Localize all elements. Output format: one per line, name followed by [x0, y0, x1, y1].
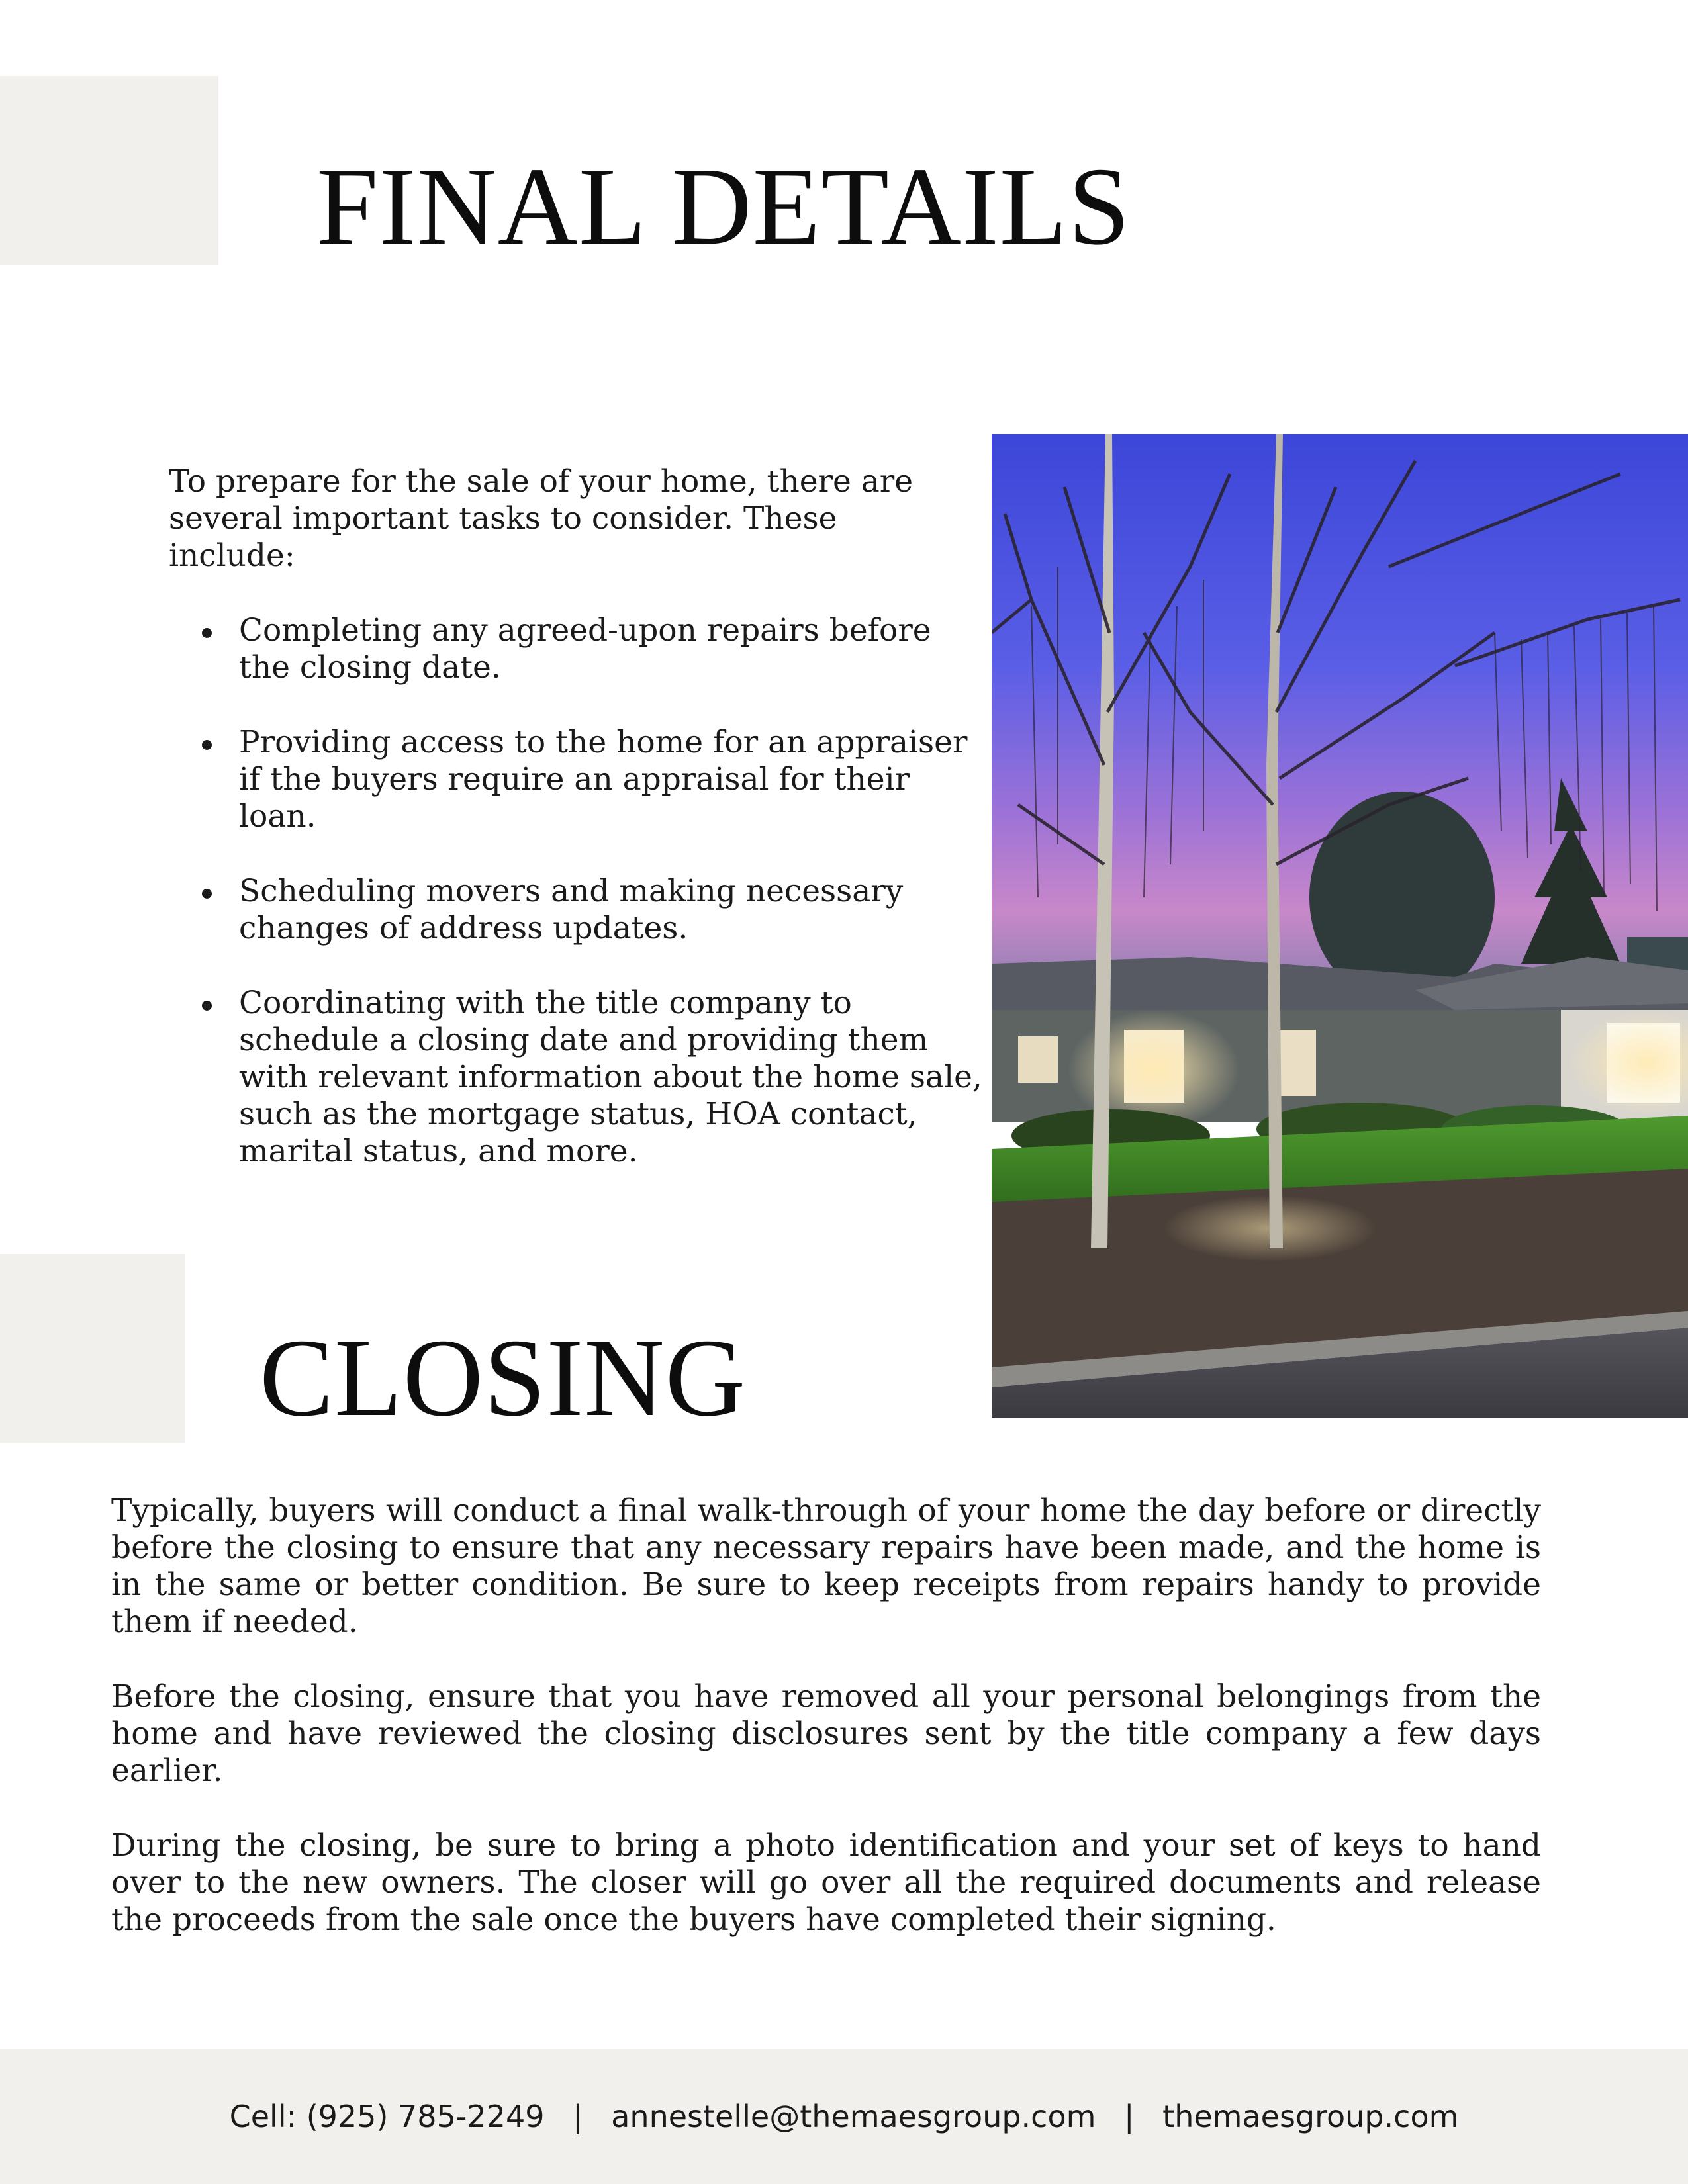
decorative-block-middle — [0, 1254, 185, 1443]
task-text: Providing access to the home for an appraiser if the buyers require an appraisal for their loan. — [239, 724, 968, 835]
task-text: Coordinating with the title company to schedule a closing date and providing them with relevant information about the home sale, such as the mortgage status, HOA contact, marital status, and more. — [239, 985, 982, 1169]
website-address: themaesgroup.com — [1162, 2099, 1459, 2134]
decorative-block-top — [0, 76, 218, 265]
list-item — [169, 724, 990, 835]
closing-heading: CLOSING — [259, 1316, 747, 1439]
bullet-icon — [202, 1001, 212, 1011]
footer-bar — [0, 2049, 1688, 2184]
task-text: Scheduling movers and making necessary changes of address updates. — [239, 873, 904, 946]
phone-number: Cell: (925) 785-2249 — [229, 2099, 545, 2134]
contact-line — [0, 2099, 1688, 2134]
closing-section — [111, 1492, 1541, 1976]
intro-paragraph: To prepare for the sale of your home, there are several important tasks to consider. These include: — [169, 463, 914, 574]
closing-paragraph: Typically, buyers will conduct a final walk-through of your home the day before or directly before the closing to ensure that any necessary repairs have been made, and the home is in the same or better condition. Be sure to keep receipts from repairs handy to provide them if needed. — [111, 1492, 1541, 1640]
separator: | — [573, 2099, 583, 2134]
house-photo — [992, 434, 1688, 1418]
separator: | — [1124, 2099, 1135, 2134]
list-item — [169, 873, 990, 947]
list-item — [169, 985, 990, 1170]
bullet-icon — [202, 628, 212, 638]
page-title: FINAL DETAILS — [316, 145, 1131, 268]
bullet-icon — [202, 740, 212, 750]
closing-paragraph: Before the closing, ensure that you have removed all your personal belongings from the home and have reviewed the closing disclosures sent by the title company a few days earlier. — [111, 1678, 1541, 1789]
email-address: annestelle@themaesgroup.com — [611, 2099, 1096, 2134]
closing-paragraph: During the closing, be sure to bring a photo identification and your set of keys to hand over to the new owners. The closer will go over all the required documents and release the proceeds from the sale once the buyers have completed their signing. — [111, 1827, 1541, 1938]
list-item — [169, 612, 990, 686]
bullet-icon — [202, 889, 212, 899]
task-list — [169, 612, 990, 1208]
task-text: Completing any agreed-upon repairs before the closing date. — [239, 612, 931, 686]
